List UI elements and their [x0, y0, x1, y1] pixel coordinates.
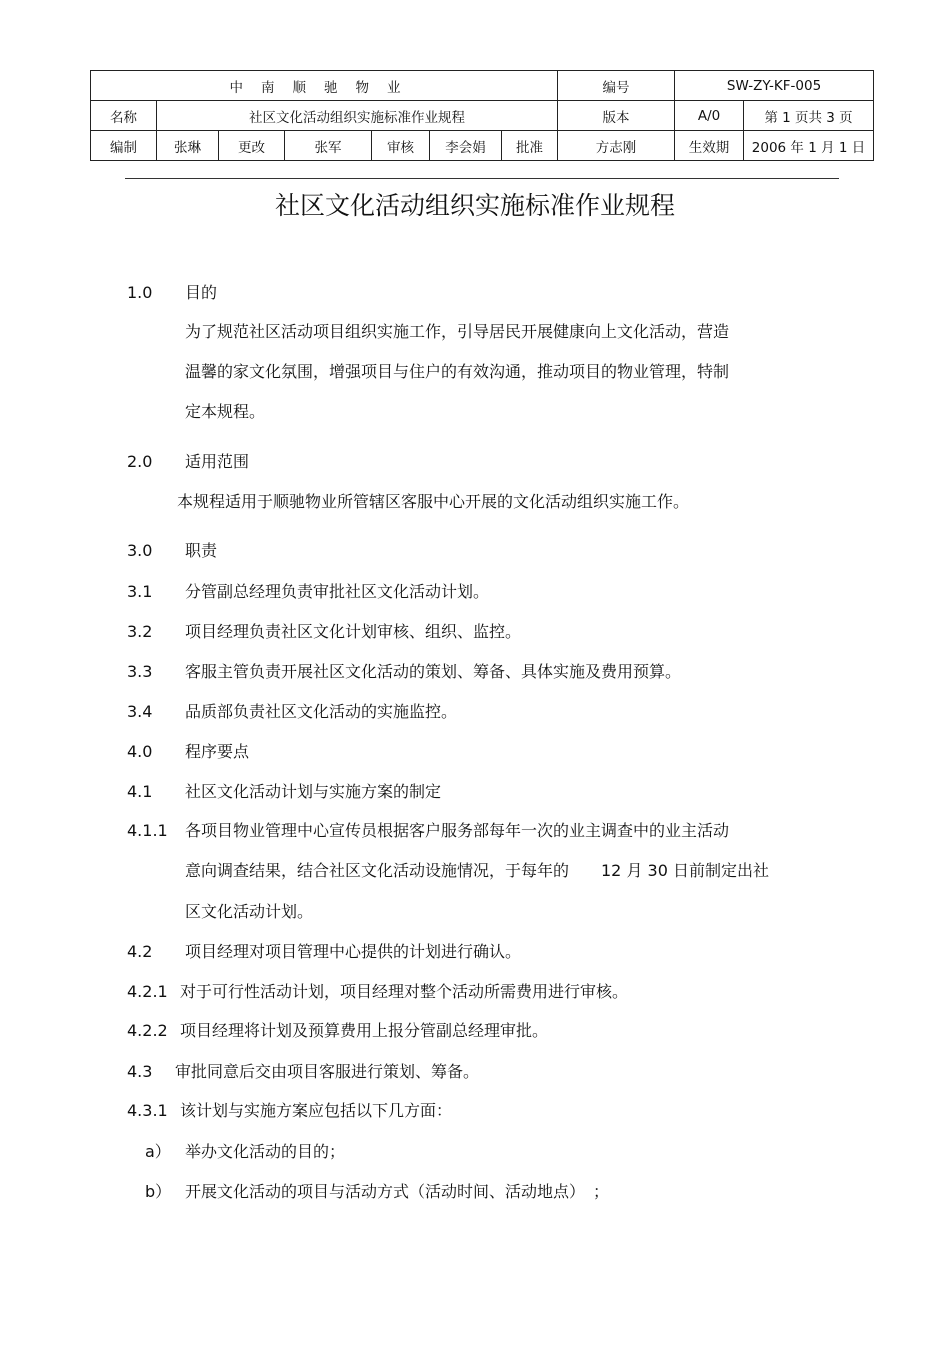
section-text: 项目经理对项目管理中心提供的计划进行确认。	[185, 942, 522, 961]
code-label: 编号	[558, 71, 675, 101]
body-line	[0, 580, 950, 604]
list-marker: a）	[145, 1142, 171, 1161]
section-text: 客服主管负责开展社区文化活动的策划、筹备、具体实施及费用预算。	[185, 662, 682, 681]
section-text: 对于可行性活动计划，项目经理对整个活动所需费用进行审核。	[180, 982, 629, 1001]
document-header-table	[90, 70, 874, 161]
section-text: 分管副总经理负责审批社区文化活动计划。	[185, 582, 490, 601]
section-number: 3.2	[127, 622, 153, 641]
section-number: 1.0	[127, 283, 153, 302]
document-title: 社区文化活动组织实施标准作业规程	[274, 191, 675, 220]
section-text: 该计划与实施方案应包括以下几方面：	[180, 1101, 453, 1120]
body-line	[0, 900, 950, 924]
body-line	[0, 740, 950, 764]
section-number: 4.3	[127, 1062, 153, 1081]
section-number: 4.2	[127, 942, 153, 961]
body-line	[0, 1180, 950, 1204]
author-label: 编制	[91, 131, 157, 161]
effective-value: 2006 年 1 月 1 日	[744, 131, 874, 161]
change-label: 更改	[219, 131, 285, 161]
review-label: 审核	[372, 131, 430, 161]
body-line	[0, 980, 950, 1004]
version-value: A/0	[675, 101, 744, 131]
approve-value: 方志刚	[558, 131, 675, 161]
name-value: 社区文化活动组织实施标准作业规程	[157, 101, 558, 131]
section-number: 3.1	[127, 582, 153, 601]
list-item-text: 开展文化活动的项目与活动方式（活动时间、活动地点） ；	[185, 1182, 610, 1201]
paragraph-text: 定本规程。	[185, 402, 266, 421]
body-line	[0, 539, 950, 563]
section-number: 3.0	[127, 541, 153, 560]
body-line	[0, 1060, 950, 1084]
name-label: 名称	[91, 101, 157, 131]
section-text: 社区文化活动计划与实施方案的制定	[185, 782, 442, 801]
change-value: 张军	[285, 131, 372, 161]
code-value: SW-ZY-KF-005	[675, 71, 874, 101]
body-line	[0, 700, 950, 724]
version-label: 版本	[558, 101, 675, 131]
section-text: 各项目物业管理中心宣传员根据客户服务部每年一次的业主调查中的业主活动	[185, 821, 730, 840]
section-number: 4.2.2	[127, 1021, 168, 1040]
effective-label: 生效期	[675, 131, 744, 161]
company-name: 中南顺驰物业	[91, 71, 558, 101]
section-number: 4.1	[127, 782, 153, 801]
page-info: 第 1 页共 3 页	[744, 101, 874, 131]
list-item-text: 举办文化活动的目的；	[185, 1142, 346, 1161]
section-text: 目的	[185, 283, 218, 302]
section-text: 项目经理将计划及预算费用上报分管副总经理审批。	[180, 1021, 549, 1040]
body-line	[0, 450, 950, 474]
body-line	[0, 1099, 950, 1123]
body-line	[0, 819, 950, 843]
section-text: 项目经理负责社区文化计划审核、组织、监控。	[185, 622, 522, 641]
section-number: 4.0	[127, 742, 153, 761]
body-line	[0, 320, 950, 344]
section-text: 职责	[185, 541, 218, 560]
section-text: 审批同意后交由项目客服进行策划、筹备。	[175, 1062, 480, 1081]
approve-label: 批准	[502, 131, 558, 161]
section-number: 2.0	[127, 452, 153, 471]
body-line	[0, 490, 950, 514]
section-text: 适用范围	[185, 452, 250, 471]
paragraph-text: 区文化活动计划。	[185, 902, 314, 921]
body-line	[0, 859, 950, 883]
section-text: 品质部负责社区文化活动的实施监控。	[185, 702, 458, 721]
author-value: 张琳	[157, 131, 219, 161]
paragraph-text: 温馨的家文化氛围，增强项目与住户的有效沟通，推动项目的物业管理，特制	[185, 362, 730, 381]
body-line	[0, 620, 950, 644]
body-line	[0, 780, 950, 804]
section-number: 4.1.1	[127, 821, 168, 840]
body-line	[0, 1140, 950, 1164]
body-line	[0, 360, 950, 384]
section-number: 4.3.1	[127, 1101, 168, 1120]
header-divider	[125, 178, 839, 179]
section-number: 3.4	[127, 702, 153, 721]
paragraph-text: 意向调查结果，结合社区文化活动设施情况，于每年的 12 月 30 日前制定出社	[185, 861, 769, 880]
body-line	[0, 400, 950, 424]
section-number: 4.2.1	[127, 982, 168, 1001]
review-value: 李会娟	[430, 131, 502, 161]
paragraph-text: 为了规范社区活动项目组织实施工作，引导居民开展健康向上文化活动，营造	[185, 322, 730, 341]
body-line	[0, 660, 950, 684]
section-text: 程序要点	[185, 742, 250, 761]
paragraph-text: 本规程适用于顺驰物业所管辖区客服中心开展的文化活动组织实施工作。	[177, 492, 690, 511]
list-marker: b）	[145, 1182, 172, 1201]
body-line	[0, 281, 950, 305]
body-line	[0, 1019, 950, 1043]
section-number: 3.3	[127, 662, 153, 681]
body-line	[0, 940, 950, 964]
